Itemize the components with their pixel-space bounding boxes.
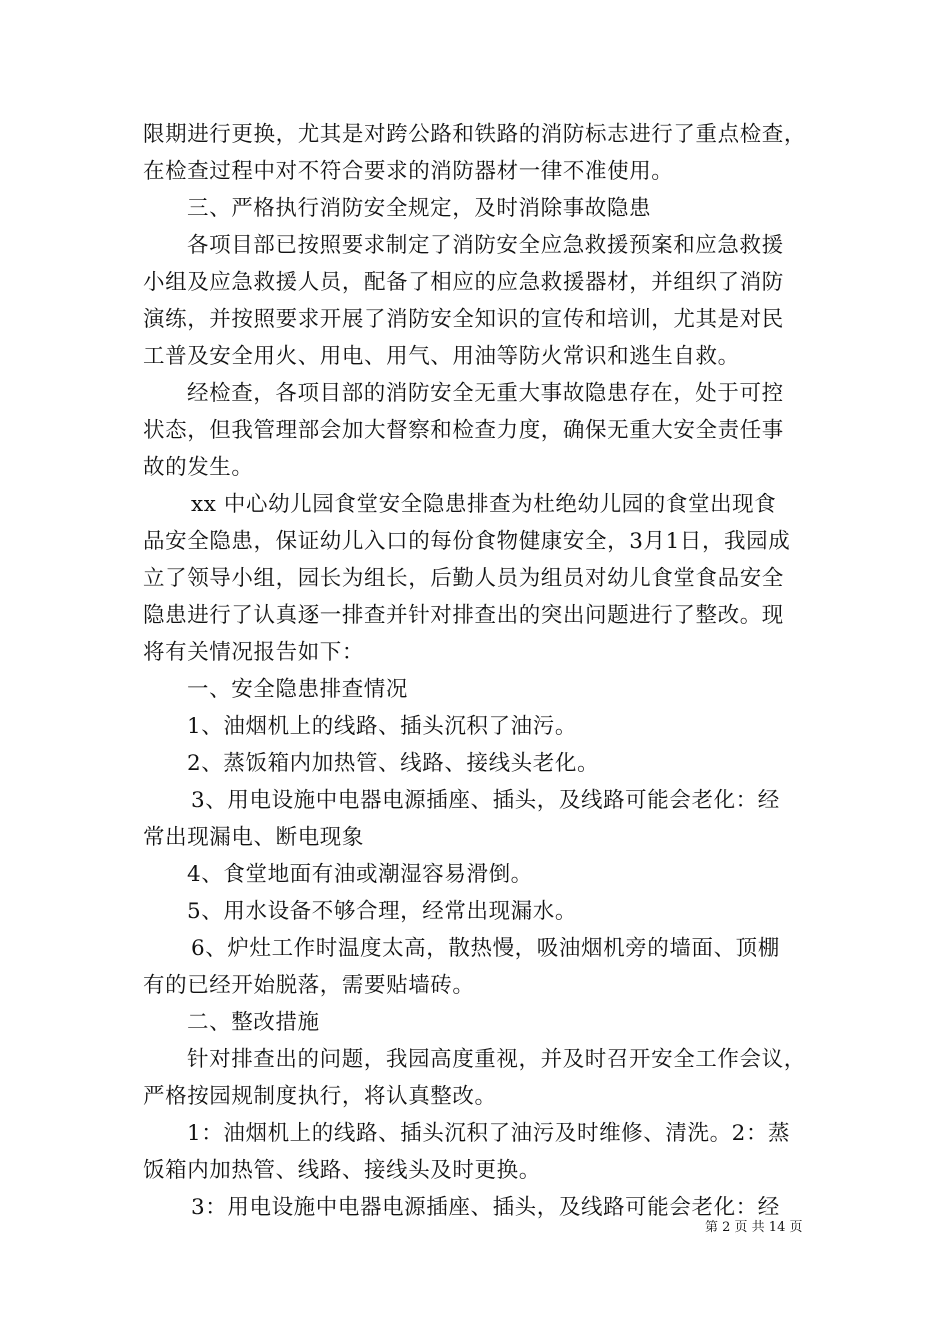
body-line: 经检查，各项目部的消防安全无重大事故隐患存在，处于可控 — [187, 381, 784, 406]
page-number: 第 2 页 共 14 页 — [705, 1220, 803, 1235]
list-item: 4、食堂地面有油或潮湿容易滑倒。 — [187, 862, 533, 887]
body-line: 限期进行更换，尤其是对跨公路和铁路的消防标志进行了重点检查， — [143, 122, 807, 147]
section-heading: 二、整改措施 — [187, 1010, 320, 1035]
list-item: 6、炉灶工作时温度太高，散热慢，吸油烟机旁的墙面、顶棚 — [191, 936, 780, 961]
body-line: 工普及安全用火、用电、用气、用油等防火常识和逃生自救。 — [143, 344, 740, 369]
section-heading: 三、严格执行消防安全规定，及时消除事故隐患 — [187, 196, 652, 221]
list-item: 1：油烟机上的线路、插头沉积了油污及时维修、清洗。2：蒸 — [187, 1121, 791, 1146]
body-line: 小组及应急救援人员，配备了相应的应急救援器材，并组织了消防 — [143, 270, 784, 295]
body-line: 品安全隐患，保证幼儿入口的每份食物健康安全，3月1日，我园成 — [143, 529, 791, 554]
list-item: 5、用水设备不够合理，经常出现漏水。 — [187, 899, 577, 924]
body-line: 将有关情况报告如下： — [143, 640, 365, 665]
body-line: 在检查过程中对不符合要求的消防器材一律不准使用。 — [143, 159, 674, 184]
body-line: 演练，并按照要求开展了消防安全知识的宣传和培训，尤其是对民 — [143, 307, 784, 332]
body-line: 针对排查出的问题，我园高度重视，并及时召开安全工作会议， — [187, 1047, 806, 1072]
body-line: xx 中心幼儿园食堂安全隐患排查为杜绝幼儿园的食堂出现食 — [191, 492, 777, 517]
list-item: 有的已经开始脱落，需要贴墙砖。 — [143, 973, 475, 998]
list-item: 饭箱内加热管、线路、接线头及时更换。 — [143, 1158, 541, 1183]
body-line: 立了领导小组，园长为组长，后勤人员为组员对幼儿食堂食品安全 — [143, 566, 784, 591]
body-line: 状态，但我管理部会加大督察和检查力度，确保无重大安全责任事 — [143, 418, 784, 443]
list-item: 3、用电设施中电器电源插座、插头，及线路可能会老化：经 — [191, 788, 780, 813]
section-heading: 一、安全隐患排查情况 — [187, 677, 409, 702]
list-item: 3：用电设施中电器电源插座、插头，及线路可能会老化：经 — [191, 1195, 780, 1220]
list-item: 1、油烟机上的线路、插头沉积了油污。 — [187, 714, 577, 739]
body-line: 严格按园规制度执行，将认真整改。 — [143, 1084, 497, 1109]
list-item: 2、蒸饭箱内加热管、线路、接线头老化。 — [187, 751, 600, 776]
body-line: 隐患进行了认真逐一排查并针对排查出的突出问题进行了整改。现 — [143, 603, 784, 628]
document-body — [143, 116, 815, 1226]
body-line: 故的发生。 — [143, 455, 254, 480]
body-line: 各项目部已按照要求制定了消防安全应急救援预案和应急救援 — [187, 233, 784, 258]
list-item: 常出现漏电、断电现象 — [143, 825, 365, 850]
